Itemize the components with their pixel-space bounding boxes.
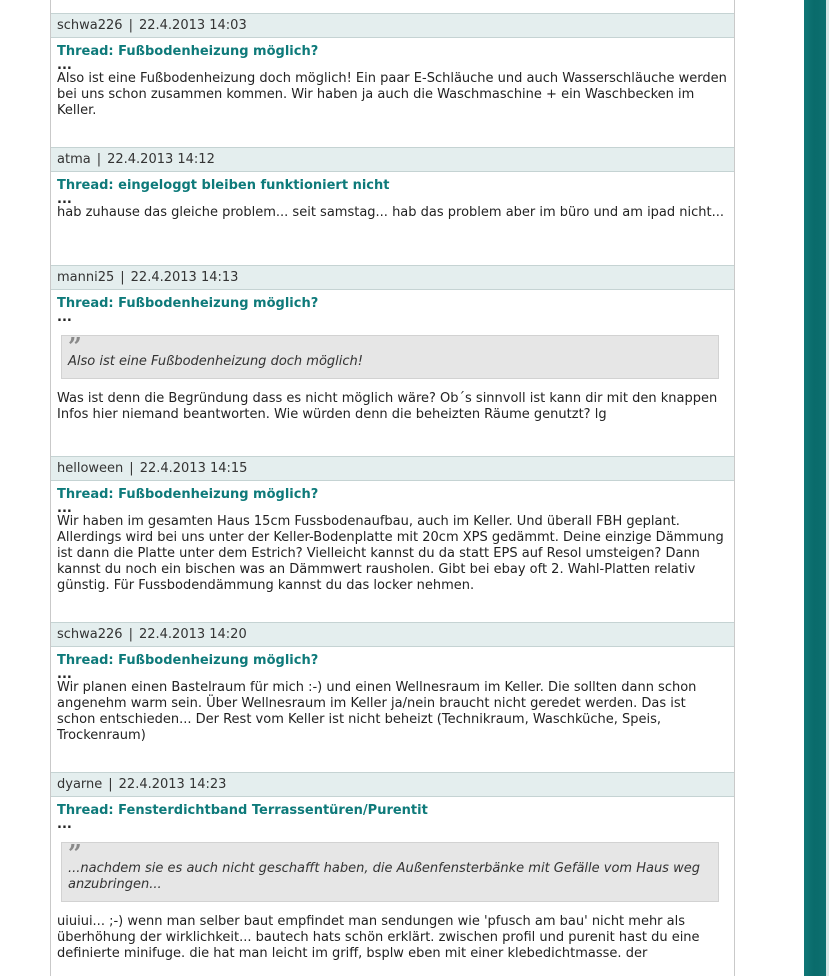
- post-ellipsis: ...: [57, 817, 72, 832]
- thread-link[interactable]: Thread: Fensterdichtband Terrassentüren/Purentit: [57, 803, 428, 818]
- post-header: [51, 622, 734, 647]
- header-separator: |: [108, 777, 113, 792]
- post: [51, 622, 734, 744]
- quote-icon: ”: [68, 839, 82, 868]
- post-date: 22.4.2013 14:23: [118, 777, 227, 792]
- post: [51, 772, 734, 962]
- header-separator: |: [120, 270, 125, 285]
- post-date: 22.4.2013 14:13: [130, 270, 239, 285]
- header-separator: |: [128, 18, 133, 33]
- post-author[interactable]: dyarne: [57, 777, 103, 792]
- post-text: Was ist denn die Begründung dass es nicht möglich wäre? Ob´s sinnvoll ist kann dir mit den knappen Infos hier niemand beantworten. Wie würden denn die beheizten Räume genutzt? lg: [57, 391, 718, 422]
- post-feed: [50, 0, 735, 976]
- post-ellipsis: ...: [57, 58, 72, 73]
- quote-text: Also ist eine Fußbodenheizung doch möglich!: [68, 354, 363, 369]
- thread-link[interactable]: Thread: Fußbodenheizung möglich?: [57, 296, 319, 311]
- thread-link[interactable]: Thread: Fußbodenheizung möglich?: [57, 487, 319, 502]
- post-author[interactable]: schwa226: [57, 18, 123, 33]
- post-header: [51, 13, 734, 38]
- post-body: [51, 481, 734, 594]
- quote-block: [61, 332, 719, 379]
- post-date: 22.4.2013 14:20: [138, 627, 247, 642]
- post-text: hab zuhause das gleiche problem... seit samstag... hab das problem aber im büro und am ipad nicht...: [57, 205, 725, 220]
- post-text: Wir planen einen Bastelraum für mich :-) und einen Wellnesraum im Keller. Die sollten dann schon angenehm warm sein. Über Wellnesraum im Keller ja/nein braucht nicht geredet werden. Das ist schon entschieden... Der Rest vom Keller ist nicht beheizt (Technikraum, Waschküche, Speis, Trockenraum): [57, 680, 697, 743]
- post-ellipsis: ...: [57, 667, 72, 682]
- header-separator: |: [96, 152, 102, 167]
- header-separator: |: [129, 461, 134, 476]
- post-body: [51, 797, 734, 962]
- post-date: 22.4.2013 14:12: [107, 152, 215, 167]
- post: [51, 147, 734, 221]
- post-author[interactable]: helloween: [57, 461, 124, 476]
- post-author[interactable]: schwa226: [57, 627, 123, 642]
- post: [51, 456, 734, 594]
- post-text: uiuiui... ;-) wenn man selber baut empfindet man sendungen wie 'pfusch am bau' nicht mehr als überhöhung der wirklichkeit... bautech hats schön erklärt. zwischen profil und purenit hast du eine definierte minifuge. die hat man leicht im griff, bsplw eben mit einer klebedichtmasse. der: [57, 914, 700, 961]
- post: [51, 13, 734, 119]
- post-header: [51, 265, 734, 290]
- quote-icon: ”: [68, 332, 82, 361]
- post-ellipsis: ...: [57, 501, 72, 516]
- post-body: [51, 38, 734, 119]
- post-text: Wir haben im gesamten Haus 15cm Fussbodenaufbau, auch im Keller. Und überall FBH geplant. Allerdings wird bei uns unter der Keller-Bodenplatte mit 20cm XPS gedämmt. Deine einzige Dämmung ist dann die Platte unter dem Estrich? Vielleicht kannst du da statt EPS auf Resol umsteigen? Dann kannst du noch ein bischen was an Dämmwert rausholen. Gibt bei ebay oft 2. Wahl-Platten relativ günstig. Für Fussbodendämmung kannst du das locker nehmen.: [57, 514, 724, 593]
- post-header: [51, 147, 734, 172]
- post-header: [51, 456, 734, 481]
- post-date: 22.4.2013 14:15: [139, 461, 248, 476]
- post-body: [51, 290, 734, 423]
- thread-link[interactable]: Thread: Fußbodenheizung möglich?: [57, 653, 319, 668]
- thread-link[interactable]: Thread: eingeloggt bleiben funktioniert nicht: [57, 178, 390, 193]
- post-text: Also ist eine Fußbodenheizung doch möglich! Ein paar E-Schläuche und auch Wasserschläuche werden bei uns schon zusammen kommen. Wir haben ja auch die Waschmaschine + ein Waschbecken im Keller.: [57, 71, 727, 118]
- header-separator: |: [128, 627, 133, 642]
- quote-block: [61, 839, 719, 902]
- post-author[interactable]: atma: [57, 152, 91, 167]
- thread-link[interactable]: Thread: Fußbodenheizung möglich?: [57, 44, 319, 59]
- post: [51, 265, 734, 423]
- post-ellipsis: ...: [57, 192, 72, 207]
- post-date: 22.4.2013 14:03: [138, 18, 247, 33]
- quote-text: ...nachdem sie es auch nicht geschafft haben, die Außenfensterbänke mit Gefälle vom Haus weg anzubringen...: [68, 861, 700, 892]
- post-header: [51, 772, 734, 797]
- post-body: [51, 647, 734, 744]
- post-ellipsis: ...: [57, 310, 72, 325]
- post-author[interactable]: manni25: [57, 270, 115, 285]
- post-body: [51, 172, 734, 221]
